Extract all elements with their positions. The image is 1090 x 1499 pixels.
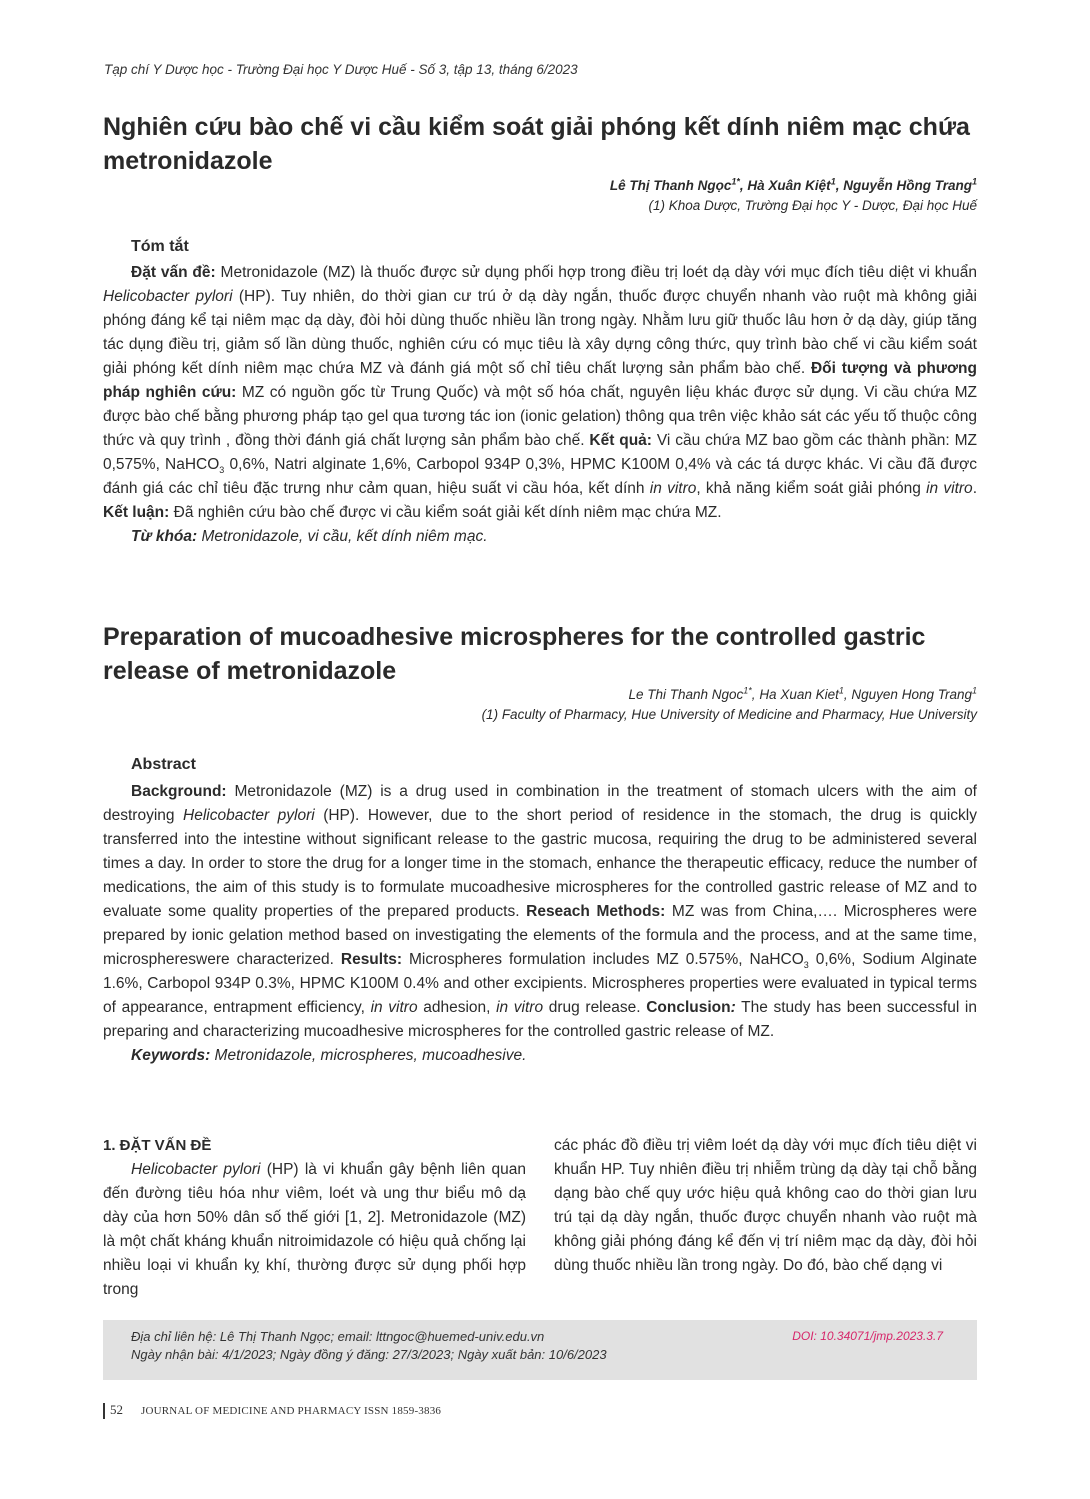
label-results: Kết quả: <box>589 432 652 449</box>
subscript: 3 <box>219 465 225 476</box>
text-segment: drug release. <box>543 999 647 1016</box>
column-right <box>554 1134 977 1278</box>
author-name: Nguyen Hong Trang <box>851 687 972 702</box>
text-segment: adhesion, <box>417 999 497 1016</box>
label-results: Results: <box>340 951 403 968</box>
in-vitro-term: in vitro <box>926 480 973 497</box>
author-sup: 1* <box>731 176 740 187</box>
keywords-line <box>103 1044 977 1068</box>
column-left <box>103 1134 526 1302</box>
affiliation: (1) Faculty of Pharmacy, Hue University of Medicine and Pharmacy, Hue University <box>481 707 977 722</box>
text-segment: . <box>972 480 977 497</box>
text-segment: Vi cầu chứa MZ bao gồm các thành phần: MZ 0,575%, NaHCO <box>103 432 977 473</box>
label-conclusion: Conclusion <box>646 999 731 1016</box>
text-segment: Metronidazole (MZ) là thuốc được sử dụng phối hợp trong điều trị loét dạ dày với mục đích tiêu diệt vi khuẩn <box>215 264 977 281</box>
author-name: Ha Xuan Kiet <box>759 687 839 702</box>
body-paragraph <box>103 1158 526 1302</box>
text-segment: (HP). However, due to the short period of residence in the stomach, the drug is quickly transferred into the intestine without significant release to the gastric mucosa, requiring the drug to be administered several times a day. In order to store the drug for a longer time in the stomach, enhance the therapeutic efficacy, reduce the number of medications, the aim of this study is to formulate mucoadhesive microspheres for the controlled gastric release of MZ and to evaluate some quality properties of the prepared products. <box>103 807 978 920</box>
text-segment: 0,6%, Sodium Alginate 1.6%, Carbopol 934P 0.3%, HPMC K100M 0.4% and other excipients. Microspheres properties were evaluated in typical terms of appearance, entrapment efficiency, <box>103 951 977 1016</box>
species-name: Helicobacter pylori <box>103 288 233 305</box>
author-separator: , <box>835 178 844 193</box>
label-methods: Reseach Methods: <box>526 903 666 920</box>
text-segment: 0,6%, Natri alginate 1,6%, Carbopol 934P 0,3%, HPMC K100M 0,4% và các tá dược khác. Vi cầu đã được đánh giá các chỉ tiêu đặc trưng như cảm quan, hiệu suất vi cầu hóa, kết dính <box>103 456 977 497</box>
text-segment: Metronidazole (MZ) is a drug used in combination in the treatment of stomach ulcers with the aim of destroying <box>103 783 977 824</box>
affiliation: (1) Khoa Dược, Trường Đại học Y - Dược, Đại học Huế <box>648 198 977 213</box>
text-segment: Microspheres formulation includes MZ 0.575%, NaHCO <box>402 951 804 968</box>
dates-line: Ngày nhận bài: 4/1/2023; Ngày đồng ý đăng: 27/3/2023; Ngày xuất bản: 10/6/2023 <box>131 1347 607 1362</box>
abstract-body-en <box>103 780 977 1068</box>
abstract-paragraph <box>103 261 977 525</box>
author-list <box>610 176 977 196</box>
author-separator: , <box>751 687 760 702</box>
author-name: Hà Xuân Kiệt <box>747 178 831 193</box>
in-vitro-term: in vitro <box>370 999 418 1016</box>
running-head: Tạp chí Y Dược học - Trường Đại học Y Dược Huế - Số 3, tập 13, tháng 6/2023 <box>104 62 578 77</box>
author-list <box>482 685 977 705</box>
text-segment: , khả năng kiểm soát giải phóng <box>696 480 927 497</box>
subscript: 3 <box>803 960 809 971</box>
text-segment: The study has been successful in preparing and characterizing mucoadhesive microspheres for the controlled gastric release of MZ. <box>103 999 978 1040</box>
authors-english <box>482 685 977 725</box>
keywords-label: Từ khóa: <box>131 528 198 545</box>
author-name: Lê Thị Thanh Ngọc <box>609 178 732 193</box>
abstract-heading-vi: Tóm tắt <box>131 238 189 255</box>
label-background: Đặt vấn đề: <box>131 264 216 281</box>
body-columns <box>103 1134 977 1309</box>
author-name: Le Thi Thanh Ngoc <box>628 687 744 702</box>
keywords-line <box>103 525 977 549</box>
label-conclusion: Kết luận: <box>103 504 170 521</box>
author-sup: 1 <box>971 685 977 696</box>
author-name: Nguyễn Hồng Trang <box>843 178 972 193</box>
keywords-label: Keywords: <box>131 1047 211 1064</box>
title-english: Preparation of mucoadhesive microspheres for the controlled gastric release of metronidazole <box>103 623 926 685</box>
text-segment: (HP). Tuy nhiên, do thời gian cư trú ở dạ dày ngắn, thuốc được chuyển nhanh vào ruột mà không giải phóng đáng kể tại niêm mạc dạ dày, đòi hỏi dùng thuốc nhiều lần trong ngày. Nhằm lưu giữ thuốc lâu hơn ở dạ dày, giúp tăng tác dụng điều trị, giảm số lần dùng thuốc, nghiên cứu có mục tiêu là xây dựng công thức, quy trình bào chế vi cầu kiểm soát giải phóng kết dính niêm mạc chứa MZ và đánh giá một số chỉ tiêu chất lượng sản phẩm bào chế. <box>103 288 977 377</box>
in-vitro-term: in vitro <box>496 999 544 1016</box>
keywords-text: Metronidazole, vi cầu, kết dính niêm mạc. <box>197 528 488 545</box>
in-vitro-term: in vitro <box>649 480 697 497</box>
section-heading: 1. ĐẶT VẤN ĐỀ <box>103 1137 212 1154</box>
body-paragraph: các phác đồ điều trị viêm loét dạ dày với mục đích tiêu diệt vi khuẩn HP. Tuy nhiên điều trị nhiễm trùng dạ dày tại chỗ bằng dạng bào chế quy ước hiệu quả không cao do thời gian lưu trú tại dạ dày ngắn, thuốc được chuyển nhanh vào ruột mà không giải phóng đáng kể đến vị trí niêm mạc dạ dày, đòi hỏi dùng thuốc nhiều lần trong ngày. Do đó, bào chế dạng vi <box>554 1137 977 1274</box>
author-separator: , <box>739 178 748 193</box>
author-sup: 1 <box>838 685 844 696</box>
footer-bar <box>103 1403 105 1419</box>
text-segment: MZ có nguồn gốc từ Trung Quốc) và một số hóa chất, nguyên liệu khác được sử dụng. Vi cầu chứa MZ được bào chế bằng phương pháp tạo gel qua tương tác ion (ionic gelation) thông qua trên việc khảo sát các yếu tố thuộc công thức và quy trình , đồng thời đánh giá chất lượng sản phẩm bào chế. <box>103 384 977 449</box>
abstract-body-vi <box>103 261 977 549</box>
page-number: 52 <box>110 1402 123 1417</box>
label-methods: Đối tượng và phương pháp nghiên cứu: <box>103 360 977 401</box>
species-name: Helicobacter pylori <box>131 1161 261 1178</box>
text-segment: (HP) là vi khuẩn gây bệnh liên quan đến đường tiêu hóa như viêm, loét và ung thư biểu mô dạ dày của hơn 50% dân số thế giới [1, 2]. Metronidazole (MZ) là một chất kháng khuẩn nitroimidazole có hiệu quả chống lại nhiều loại vi khuẩn kỵ khí, thường được sử dụng phối hợp trong <box>103 1161 526 1298</box>
species-name: Helicobacter pylori <box>183 807 315 824</box>
abstract-paragraph <box>103 780 977 1044</box>
correspondence-box <box>103 1320 977 1380</box>
contact-line: Địa chỉ liên hệ: Lê Thị Thanh Ngọc; email: lttngoc@huemed-univ.edu.vn <box>131 1329 545 1344</box>
text-segment: Đã nghiên cứu bào chế được vi cầu kiểm soát giải kết dính niêm mạc chứa MZ. <box>169 504 722 521</box>
label-background: Background: <box>131 783 227 800</box>
author-sup: 1 <box>830 176 836 187</box>
author-sup: 1 <box>971 176 977 187</box>
abstract-heading-en: Abstract <box>131 756 196 773</box>
author-separator: , <box>843 687 852 702</box>
title-vietnamese: Nghiên cứu bào chế vi cầu kiểm soát giải phóng kết dính niêm mạc chứa metronidazole <box>103 113 970 175</box>
author-sup: 1* <box>743 685 752 696</box>
page-footer <box>103 1402 441 1419</box>
text-segment: MZ was from China,…. Microspheres were prepared by ionic gelation method based on investigating the elements of the formula and the process, and at the same time, microsphereswere characterized. <box>103 903 977 968</box>
authors-vietnamese <box>610 176 977 216</box>
keywords-text: Metronidazole, microspheres, mucoadhesive. <box>210 1047 527 1064</box>
doi-link[interactable]: DOI: 10.34071/jmp.2023.3.7 <box>792 1329 943 1343</box>
label-colon: : <box>730 999 736 1016</box>
journal-name: JOURNAL OF MEDICINE AND PHARMACY ISSN 1859-3836 <box>141 1405 442 1417</box>
